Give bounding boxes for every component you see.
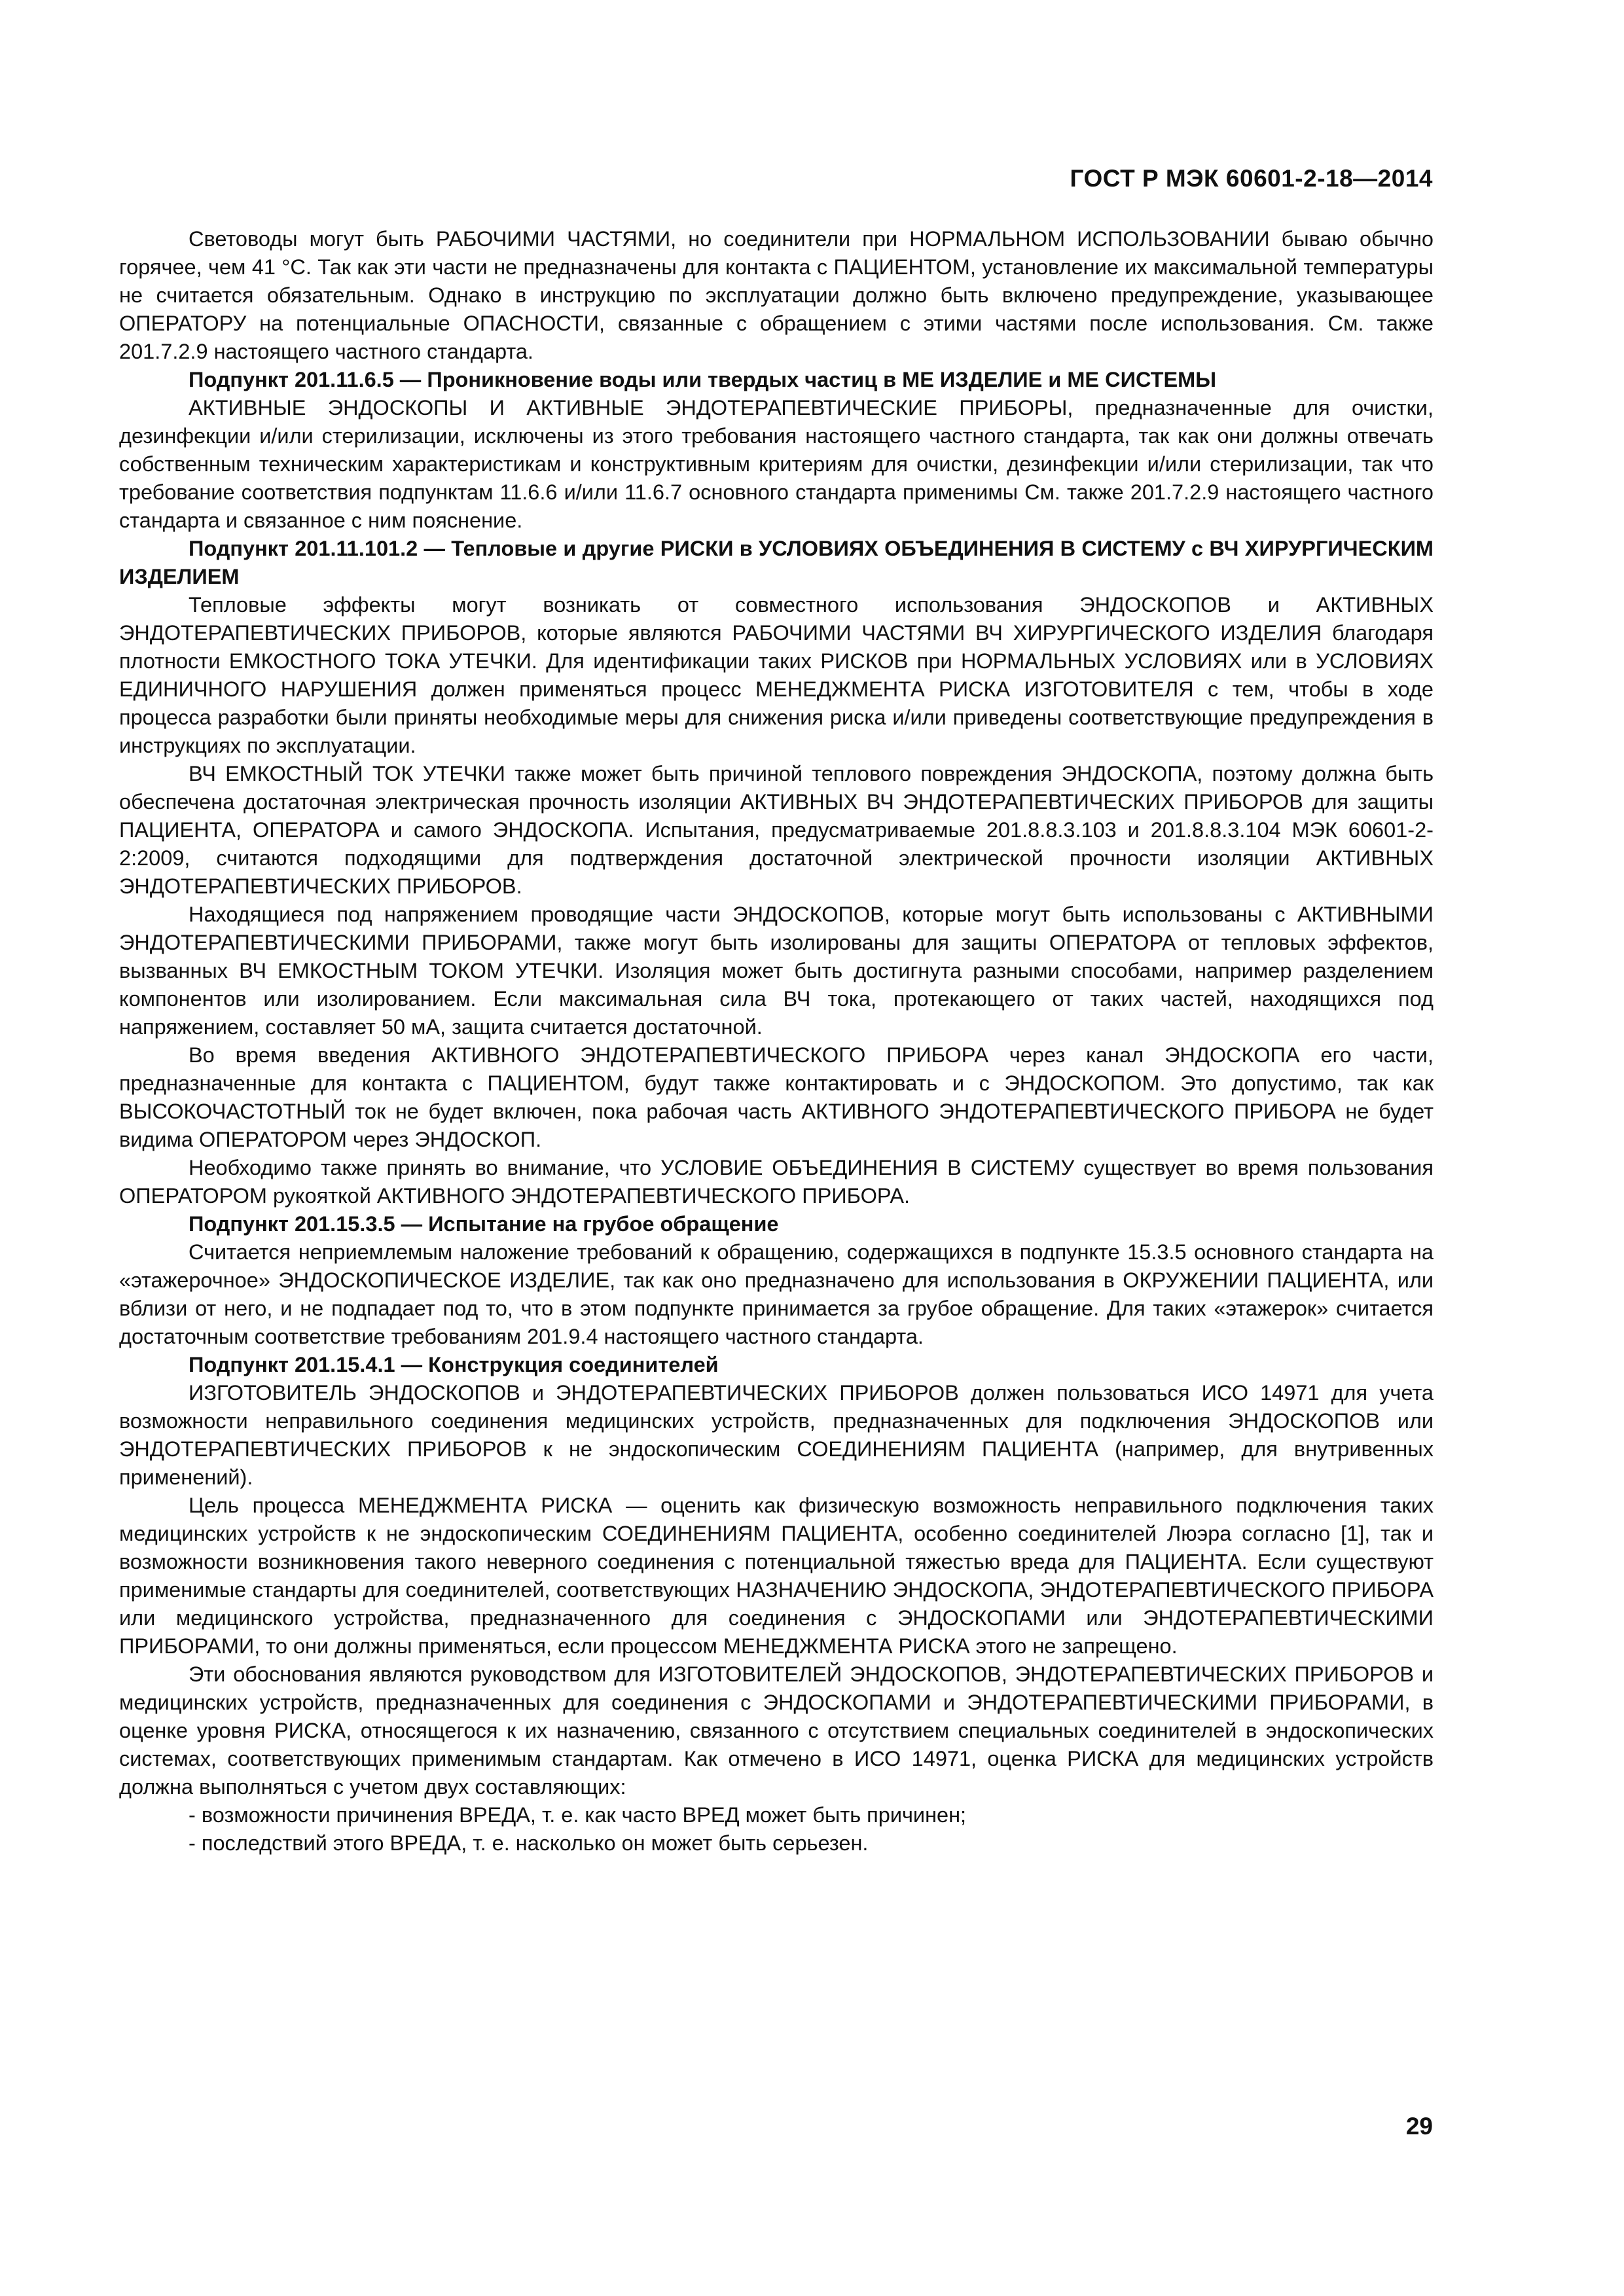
section-heading: Подпункт 201.11.101.2 — Тепловые и другие РИСКИ в УСЛОВИЯХ ОБЪЕДИНЕНИЯ В СИСТЕМУ с ВЧ ХИРУРГИЧЕСКИМ ИЗДЕЛИЕМ	[119, 537, 1434, 588]
list-item: - возможности причинения ВРЕДА, т. е. как часто ВРЕД может быть причинен;	[189, 1803, 967, 1827]
paragraph: ИЗГОТОВИТЕЛЬ ЭНДОСКОПОВ и ЭНДОТЕРАПЕВТИЧЕСКИХ ПРИБОРОВ должен пользоваться ИСО 14971 для учета возможности неправильного соединения медицинских устройств, предназначенных для подключения ЭНДОСКОПОВ или ЭНДОТЕРАПЕВТИЧЕСКИХ ПРИБОРОВ к не эндоскопическим СОЕДИНЕНИЯМ ПАЦИЕНТА (например, для внутривенных применений).	[119, 1381, 1434, 1489]
document-body	[119, 225, 1434, 1857]
paragraph: ВЧ ЕМКОСТНЫЙ ТОК УТЕЧКИ также может быть причиной теплового повреждения ЭНДОСКОПА, поэтому должна быть обеспечена достаточная электрическая прочность изоляции АКТИВНЫХ ВЧ ЭНДОТЕРАПЕВТИЧЕСКИХ ПРИБОРОВ для защиты ПАЦИЕНТА, ОПЕРАТОРА и самого ЭНДОСКОПА. Испытания, предусматриваемые 201.8.8.3.103 и 201.8.8.3.104 МЭК 60601-2-2:2009, считаются подходящими для подтверждения достаточной электрической прочности изоляции АКТИВНЫХ ЭНДОТЕРАПЕВТИЧЕСКИХ ПРИБОРОВ.	[119, 762, 1434, 898]
paragraph: Необходимо также принять во внимание, что УСЛОВИЕ ОБЪЕДИНЕНИЯ В СИСТЕМУ существует во время пользования ОПЕРАТОРОМ рукояткой АКТИВНОГО ЭНДОТЕРАПЕВТИЧЕСКОГО ПРИБОРА.	[119, 1156, 1434, 1208]
section-heading: Подпункт 201.11.6.5 — Проникновение воды или твердых частиц в МЕ ИЗДЕЛИЕ и МЕ СИСТЕМЫ	[189, 368, 1217, 391]
standard-header: ГОСТ Р МЭК 60601-2-18—2014	[1070, 165, 1433, 192]
paragraph: Цель процесса МЕНЕДЖМЕНТА РИСКА — оценить как физическую возможность неправильного подключения таких медицинских устройств к не эндоскопическим СОЕДИНЕНИЯМ ПАЦИЕНТА, особенно соединителей Люэра согласно [1], так и возможности возникновения такого неверного соединения с потенциальной тяжестью вреда для ПАЦИЕНТА. Если существуют применимые стандарты для соединителей, соответствующих НАЗНАЧЕНИЮ ЭНДОСКОПА, ЭНДОТЕРАПЕВТИЧЕСКОГО ПРИБОРА или медицинского устройства, предназначенного для соединения с ЭНДОСКОПАМИ или ЭНДОТЕРАПЕВТИЧЕСКИМИ ПРИБОРАМИ, то они должны применяться, если процессом МЕНЕДЖМЕНТА РИСКА этого не запрещено.	[119, 1494, 1434, 1658]
paragraph: Эти обоснования являются руководством для ИЗГОТОВИТЕЛЕЙ ЭНДОСКОПОВ, ЭНДОТЕРАПЕВТИЧЕСКИХ ПРИБОРОВ и медицинских устройств, предназначенных для соединения с ЭНДОСКОПАМИ и ЭНДОТЕРАПЕВТИЧЕСКИМИ ПРИБОРАМИ, в оценке уровня РИСКА, относящегося к их назначению, связанного с отсутствием специальных соединителей в эндоскопических системах, соответствующих применимым стандартам. Как отмечено в ИСО 14971, оценка РИСКА для медицинских устройств должна выполняться с учетом двух составляющих:	[119, 1662, 1434, 1799]
paragraph: Тепловые эффекты могут возникать от совместного использования ЭНДОСКОПОВ и АКТИВНЫХ ЭНДОТЕРАПЕВТИЧЕСКИХ ПРИБОРОВ, которые являются РАБОЧИМИ ЧАСТЯМИ ВЧ ХИРУРГИЧЕСКОГО ИЗДЕЛИЯ благодаря плотности ЕМКОСТНОГО ТОКА УТЕЧКИ. Для идентификации таких РИСКОВ при НОРМАЛЬНЫХ УСЛОВИЯХ или в УСЛОВИЯХ ЕДИНИЧНОГО НАРУШЕНИЯ должен применяться процесс МЕНЕДЖМЕНТА РИСКА ИЗГОТОВИТЕЛЯ с тем, чтобы в ходе процесса разработки были приняты необходимые меры для снижения риска и/или приведены соответствующие предупреждения в инструкциях по эксплуатации.	[119, 593, 1434, 757]
section-heading: Подпункт 201.15.3.5 — Испытание на грубое обращение	[189, 1212, 779, 1236]
paragraph: Световоды могут быть РАБОЧИМИ ЧАСТЯМИ, но соединители при НОРМАЛЬНОМ ИСПОЛЬЗОВАНИИ бываю обычно горячее, чем 41 °С. Так как эти части не предназначены для контакта с ПАЦИЕНТОМ, установление их максимальной температуры не считается обязательным. Однако в инструкцию по эксплуатации должно быть включено предупреждение, указывающее ОПЕРАТОРУ на потенциальные ОПАСНОСТИ, связанные с обращением с этими частями после использования. См. также 201.7.2.9 настоящего частного стандарта.	[119, 227, 1434, 363]
paragraph: Считается неприемлемым наложение требований к обращению, содержащихся в подпункте 15.3.5 основного стандарта на «этажерочное» ЭНДОСКОПИЧЕСКОЕ ИЗДЕЛИЕ, так как оно предназначено для использования в ОКРУЖЕНИИ ПАЦИЕНТА, или вблизи от него, и не подпадает под то, что в этом подпункте принимается за грубое обращение. Для таких «этажерок» считается достаточным соответствие требованиям 201.9.4 настоящего частного стандарта.	[119, 1240, 1434, 1348]
paragraph: Находящиеся под напряжением проводящие части ЭНДОСКОПОВ, которые могут быть использованы с АКТИВНЫМИ ЭНДОТЕРАПЕВТИЧЕСКИМИ ПРИБОРАМИ, также могут быть изолированы для защиты ОПЕРАТОРА от тепловых эффектов, вызванных ВЧ ЕМКОСТНЫМ ТОКОМ УТЕЧКИ. Изоляция может быть достигнута разными способами, например разделением компонентов или изолированием. Если максимальная сила ВЧ тока, протекающего от таких частей, находящихся под напряжением, составляет 50 мА, защита считается достаточной.	[119, 903, 1434, 1039]
paragraph: Во время введения АКТИВНОГО ЭНДОТЕРАПЕВТИЧЕСКОГО ПРИБОРА через канал ЭНДОСКОПА его части, предназначенные для контакта с ПАЦИЕНТОМ, будут также контактировать и с ЭНДОСКОПОМ. Это допустимо, так как ВЫСОКОЧАСТОТНЫЙ ток не будет включен, пока рабочая часть АКТИВНОГО ЭНДОТЕРАПЕВТИЧЕСКОГО ПРИБОРА не будет видима ОПЕРАТОРОМ через ЭНДОСКОП.	[119, 1043, 1434, 1151]
page-number: 29	[1405, 2113, 1433, 2140]
section-heading: Подпункт 201.15.4.1 — Конструкция соединителей	[189, 1353, 719, 1376]
paragraph: АКТИВНЫЕ ЭНДОСКОПЫ И АКТИВНЫЕ ЭНДОТЕРАПЕВТИЧЕСКИЕ ПРИБОРЫ, предназначенные для очистки, дезинфекции и/или стерилизации, исключены из этого требования настоящего частного стандарта, так как они должны отвечать собственным техническим характеристикам и конструктивным критериям для очистки, дезинфекции и/или стерилизации, так что требование соответствия подпунктам 11.6.6 и/или 11.6.7 основного стандарта применимы См. также 201.7.2.9 настоящего частного стандарта и связанное с ним пояснение.	[119, 396, 1434, 532]
list-item: - последствий этого ВРЕДА, т. е. насколько он может быть серьезен.	[189, 1831, 869, 1855]
